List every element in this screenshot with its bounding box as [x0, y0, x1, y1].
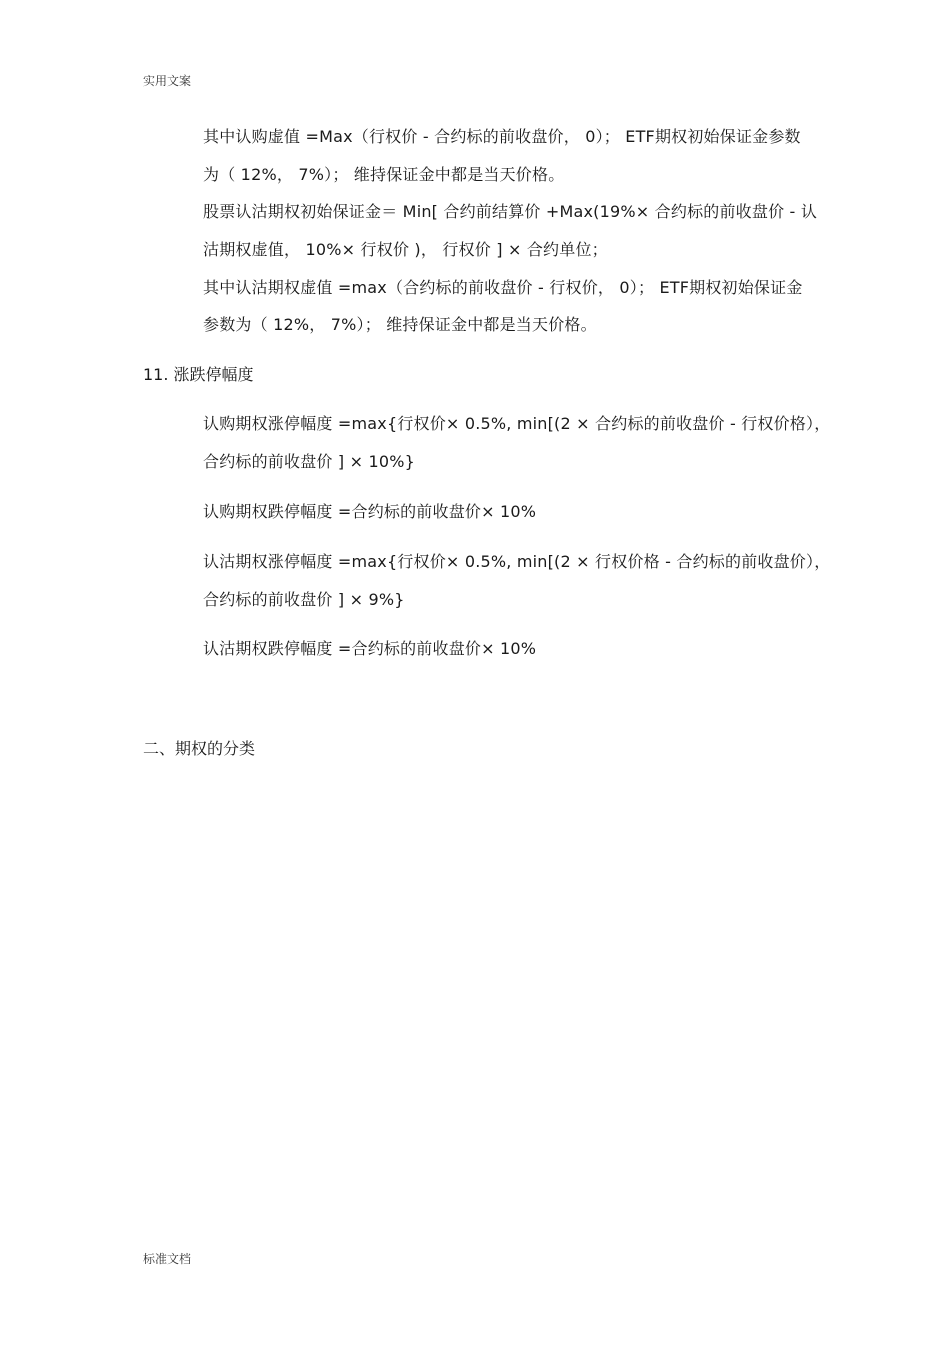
section-2-heading: 二、期权的分类 — [143, 739, 256, 758]
call-limit-down: 认购期权跌停幅度 =合约标的前收盘价× 10% — [203, 502, 537, 521]
put-margin-line-5: 其中认沽期权虚值 =max（合约标的前收盘价 - 行权价， 0）； ETF期权初始保证金 — [203, 278, 803, 297]
put-margin-line-4: 沽期权虚值， 10%× 行权价 )， 行权价 ] × 合约单位； — [203, 240, 608, 259]
call-limit-up-line-2: 合约标的前收盘价 ] × 10%} — [203, 452, 416, 471]
put-limit-up-line-2: 合约标的前收盘价 ] × 9%} — [203, 590, 405, 609]
section-11-heading: 11. 涨跌停幅度 — [143, 365, 254, 384]
put-limit-up-line-1: 认沽期权涨停幅度 =max{行权价× 0.5%, min[(2 × 行权价格 - 合约标的前收盘价）， — [203, 552, 831, 571]
page-footer: 标准文档 — [143, 1252, 192, 1266]
page-header: 实用文案 — [143, 74, 192, 88]
put-limit-down: 认沽期权跌停幅度 =合约标的前收盘价× 10% — [203, 639, 537, 658]
put-margin-line-1: 其中认购虚值 =Max（行权价 - 合约标的前收盘价， 0）； ETF期权初始保证金参数 — [203, 127, 801, 146]
call-limit-up-line-1: 认购期权涨停幅度 =max{行权价× 0.5%, min[(2 × 合约标的前收盘价 - 行权价格）， — [203, 414, 831, 433]
put-margin-line-2: 为（ 12%， 7%）； 维持保证金中都是当天价格。 — [203, 165, 565, 184]
put-margin-line-6: 参数为（ 12%， 7%）； 维持保证金中都是当天价格。 — [203, 315, 597, 334]
put-margin-line-3: 股票认沽期权初始保证金＝ Min[ 合约前结算价 +Max(19%× 合约标的前收盘价 - 认 — [203, 202, 818, 221]
